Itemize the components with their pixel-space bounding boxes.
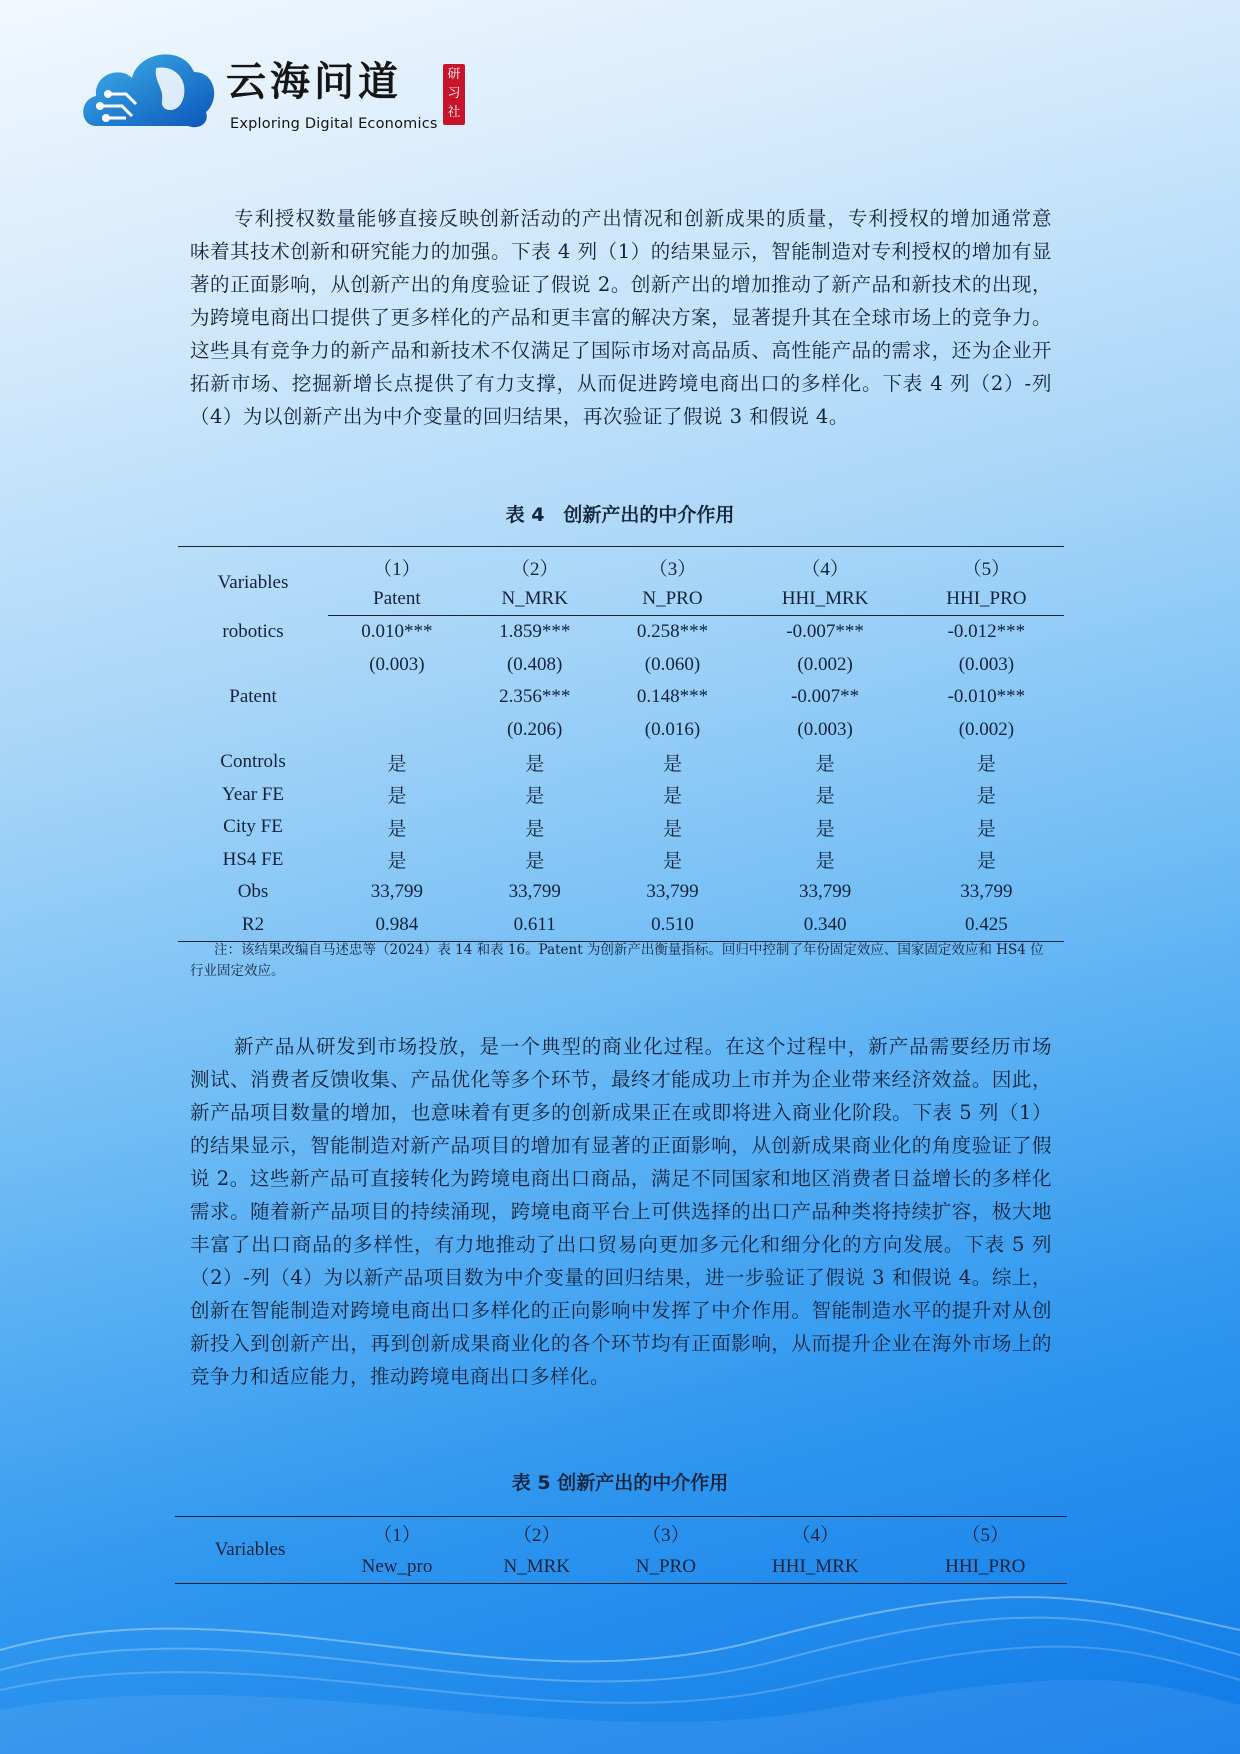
table-col-name: New_pro (361, 1555, 433, 1577)
table-cell: -0.010*** (947, 686, 1026, 708)
table-cell: 是 (815, 753, 835, 775)
table-col-number: （3） (642, 1525, 690, 1546)
table-cell: 33,799 (798, 881, 852, 903)
table-row (178, 844, 1064, 877)
table-cell: 0.010*** (361, 621, 433, 643)
table-cell: 是 (976, 851, 996, 873)
table-cell: 是 (525, 851, 545, 873)
table-cell: 2.356*** (499, 686, 571, 708)
table-cell: 0.148*** (636, 686, 709, 708)
table-cell: 是 (976, 786, 996, 808)
table-cell: 0.258*** (636, 621, 709, 643)
table-cell: 是 (976, 818, 996, 840)
table-col-name: N_MRK (466, 583, 604, 616)
table-cell: 33,799 (370, 881, 424, 903)
table-row (178, 649, 1064, 682)
table-cell: 33,799 (646, 881, 699, 903)
table-cell: 33,799 (960, 881, 1013, 903)
table-col-number: （5） (961, 1525, 1009, 1546)
table-cell: 0.611 (513, 913, 556, 935)
row-label: Patent (229, 686, 277, 708)
table-cell: (0.016) (644, 718, 701, 740)
row-label: Year FE (222, 783, 284, 805)
table-header-variables: Variables (214, 1539, 286, 1560)
table-col-number: （5） (962, 558, 1011, 580)
table-cell: 是 (387, 753, 407, 775)
table-cell: 是 (525, 786, 545, 808)
table-cell: (0.003) (958, 653, 1015, 675)
table-col-number: （2） (513, 1525, 561, 1546)
table-4-caption: 表 4 创新产出的中介作用 (505, 504, 735, 526)
table-cell: 是 (525, 818, 545, 840)
table-col-name: HHI_PRO (909, 583, 1064, 616)
table-header-variables: Variables (217, 572, 289, 594)
table-col-name: N_PRO (604, 583, 742, 616)
table-col-number: （4） (801, 558, 849, 580)
table-row (178, 779, 1064, 812)
table-cell: 0.425 (965, 913, 1008, 935)
table-cell: 33,799 (508, 881, 561, 903)
logo-seal: 研习社 (443, 64, 465, 125)
table-cell: 是 (815, 786, 835, 808)
table-5 (175, 1516, 1067, 1584)
row-label: robotics (222, 621, 284, 642)
table-row (178, 616, 1064, 649)
table-row (178, 746, 1064, 779)
table-cell: 是 (662, 851, 682, 873)
table-cell: (0.206) (506, 718, 563, 740)
table-cell: 是 (662, 786, 682, 808)
row-label (178, 714, 328, 747)
table-col-name: Patent (328, 583, 466, 616)
table-col-name: HHI_PRO (945, 1555, 1026, 1577)
table-row (178, 811, 1064, 844)
table-cell: 0.510 (651, 913, 694, 935)
table-col-name: HHI_MRK (741, 583, 908, 616)
table-cell: 是 (662, 818, 682, 840)
body-paragraph-1: 专利授权数量能够直接反映创新活动的产出情况和创新成果的质量，专利授权的增加通常意味着其技术创新和研究能力的加强。下表 4 列（1）的结果显示，智能制造对专利授权的增加有显著的正面影响，从创新产出的角度验证了假说 2。创新产出的增加推动了新产品和新技术的出现，为跨境电商出口提供了更多样化的产品和更丰富的解决方案，显著提升其在全球市场上的竞争力。这些具有竞争力的新产品和新技术不仅满足了国际市场对高品质、高性能产品的需求，还为企业开拓新市场、挖掘新增长点提供了有力支撑，从而促进跨境电商出口的多样化。下表 4 列（2）-列（4）为以创新产出为中介变量的回归结果，再次验证了假说 3 和假说 4。 (190, 207, 1052, 428)
table-cell: 是 (815, 851, 835, 873)
table-cell: 0.984 (375, 913, 419, 935)
table-cell: 是 (387, 851, 407, 873)
table-cell: -0.007*** (786, 621, 864, 643)
table-cell: (0.408) (506, 653, 563, 675)
table-cell: (0.003) (797, 718, 853, 740)
table-cell: 是 (525, 753, 545, 775)
table-col-number: （1） (373, 558, 421, 580)
table-col-number: （4） (791, 1525, 840, 1546)
table-row (178, 876, 1064, 909)
table-cell: -0.012*** (947, 621, 1026, 643)
table-5-caption: 表 5 创新产出的中介作用 (511, 1472, 729, 1494)
table-cell: (0.002) (797, 653, 853, 675)
row-label: Obs (237, 881, 269, 903)
table-cell: 1.859*** (499, 621, 571, 643)
table-col-number: （2） (510, 558, 559, 580)
table-cell: 是 (387, 786, 407, 808)
table-col-name: N_PRO (635, 1555, 696, 1577)
table-col-name: N_MRK (503, 1555, 571, 1577)
logo (78, 38, 478, 138)
background-waves (0, 1560, 1240, 1754)
table-cell: 是 (387, 818, 407, 840)
table-cell: 是 (976, 753, 996, 775)
row-label: R2 (241, 913, 265, 935)
table-col-name: HHI_MRK (772, 1555, 859, 1577)
row-label: City FE (223, 816, 283, 838)
row-label: HS4 FE (222, 848, 284, 870)
logo-subtitle: Exploring Digital Economics (230, 116, 438, 132)
table-row (178, 714, 1064, 747)
table-cell: 是 (662, 753, 682, 775)
table-4-note: 注：该结果改编自马述忠等（2024）表 14 和表 16。Patent 为创新产出衡量指标。回归中控制了年份固定效应、国家固定效应和 HS4 位行业固定效应。 (190, 942, 1044, 979)
table-4 (178, 546, 1064, 942)
table-cell: (0.060) (644, 653, 701, 675)
table-cell (328, 681, 466, 714)
table-row (178, 909, 1064, 942)
row-label: Controls (220, 751, 286, 773)
table-cell (328, 714, 466, 747)
table-col-number: （1） (373, 1525, 421, 1546)
table-col-number: （3） (648, 558, 697, 580)
body-paragraph-2: 新产品从研发到市场投放，是一个典型的商业化过程。在这个过程中，新产品需要经历市场测试、消费者反馈收集、产品优化等多个环节，最终才能成功上市并为企业带来经济效益。因此，新产品项目数量的增加，也意味着有更多的创新成果正在或即将进入商业化阶段。下表 5 列（1）的结果显示，智能制造对新产品项目的增加有显著的正面影响，从创新成果商业化的角度验证了假说 2。这些新产品可直接转化为跨境电商出口商品，满足不同国家和地区消费者日益增长的多样化需求。随着新产品项目的持续涌现，跨境电商平台上可供选择的出口产品种类将持续扩容，极大地丰富了出口商品的多样性，有力地推动了出口贸易向更加多元化和细分化的方向发展。下表 5 列（2）-列（4）为以新产品项目数为中介变量的回归结果，进一步验证了假说 3 和假说 4。综上，创新在智能制造对跨境电商出口多样化的正向影响中发挥了中介作用。智能制造水平的提升对从创新投入到创新产出，再到创新成果商业化的各个环节均有正面影响，从而提升企业在海外市场上的竞争力和适应能力，推动跨境电商出口多样化。 (190, 1035, 1052, 1388)
table-cell: 是 (815, 818, 835, 840)
table-cell: 0.340 (803, 913, 847, 935)
table-row (178, 681, 1064, 714)
table-cell: (0.003) (369, 653, 425, 675)
table-cell: (0.002) (958, 718, 1015, 740)
logo-title: 云海问道 (226, 58, 402, 105)
table-cell: -0.007** (791, 686, 860, 708)
cloud-circuit-icon (78, 38, 218, 138)
row-label (178, 649, 328, 682)
